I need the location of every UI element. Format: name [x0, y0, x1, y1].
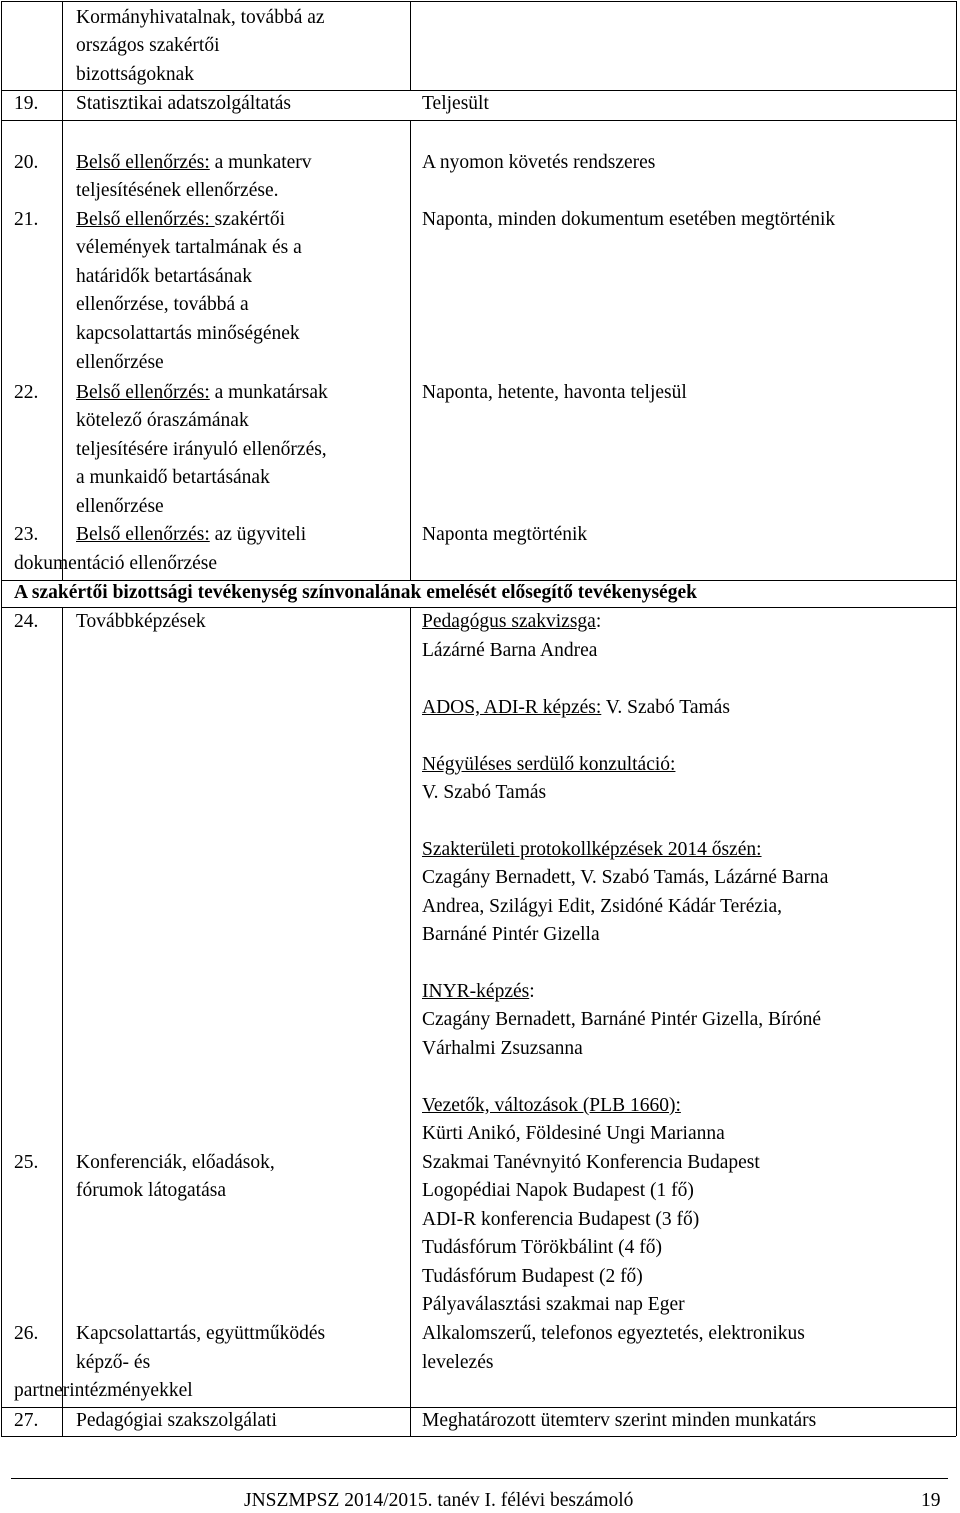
table-right-border [956, 1, 957, 1436]
row-23-activity [76, 521, 306, 550]
training-group-3-title-text: Négyüléses serdülő konzultáció: [422, 754, 676, 775]
training-group-4-line-1: Czagány Bernadett, V. Szabó Tamás, Lázárné Barna [422, 867, 829, 888]
training-group-5-line-2: Várhalmi Zsuzsanna [422, 1038, 583, 1059]
row-27-status: Meghatározott ütemterv szerint minden munkatárs [422, 1410, 817, 1431]
row-23-status: Naponta megtörténik [422, 524, 588, 545]
row-separator-20 [1, 120, 956, 121]
row-22-number: 22. [14, 382, 39, 403]
row-20-number: 20. [14, 152, 39, 173]
training-group-4-line-2: Andrea, Szilágyi Edit, Zsidóné Kádár Terézia, [422, 896, 782, 917]
row-21-activity-line-3: határidők betartásának [76, 266, 252, 287]
row-23-activity-rest: az ügyviteli [209, 524, 307, 545]
page-number: 19 [921, 1490, 941, 1511]
row-22-activity [76, 379, 328, 408]
training-group-3-line-1: V. Szabó Tamás [422, 782, 547, 803]
training-group-1-title [422, 608, 601, 637]
row-22-activity-line-4: a munkaidő betartásának [76, 467, 270, 488]
column-divider-number [62, 1, 63, 580]
row-20-activity-underlined: Belső ellenőrzés: [76, 152, 210, 173]
row-24-number: 24. [14, 611, 39, 632]
row-25-status-line-2: Logopédiai Napok Budapest (1 fő) [422, 1180, 694, 1201]
row-21-activity-line-5: kapcsolattartás minőségének [76, 323, 300, 344]
row-23-activity-underlined: Belső ellenőrzés: [76, 524, 210, 545]
row-20-activity-line-2: teljesítésének ellenőrzése. [76, 180, 279, 201]
row-22-activity-rest: a munkatársak [209, 382, 328, 403]
row-25-status-line-1: Szakmai Tanévnyitó Konferencia Budapest [422, 1152, 760, 1173]
row-26-status-line-1: Alkalomszerű, telefonos egyeztetés, elektronikus [422, 1323, 805, 1344]
training-group-5-line-1: Czagány Bernadett, Barnáné Pintér Gizella, Bíróné [422, 1009, 822, 1030]
training-group-4-title [422, 836, 762, 865]
row-21-number: 21. [14, 209, 39, 230]
training-group-6-line-1: Kürti Anikó, Földesiné Ungi Marianna [422, 1123, 725, 1144]
row-25-status-line-5: Tudásfórum Budapest (2 fő) [422, 1266, 643, 1287]
row-25-status-line-4: Tudásfórum Törökbálint (4 fő) [422, 1237, 662, 1258]
row-23-number: 23. [14, 524, 39, 545]
row-20-status: A nyomon követés rendszeres [422, 152, 656, 173]
training-group-2-title [422, 694, 730, 723]
training-group-1-colon: : [595, 611, 602, 632]
training-group-1-title-text: Pedagógus szakvizsga [422, 611, 596, 632]
column-divider-status [410, 1, 411, 90]
column-divider-status-mid [410, 120, 411, 580]
training-group-6-title-text: Vezetők, változások (PLB 1660): [422, 1095, 681, 1116]
training-group-5-title [422, 978, 535, 1007]
row-25-activity-line-2: fórumok látogatása [76, 1180, 226, 1201]
row-22-activity-underlined: Belső ellenőrzés: [76, 382, 210, 403]
table-bottom-border [1, 1436, 956, 1437]
training-group-2-title-text: ADOS, ADI-R képzés: [422, 697, 602, 718]
row-25-number: 25. [14, 1152, 39, 1173]
footer-rule [11, 1478, 948, 1479]
training-group-6-title [422, 1092, 681, 1121]
table-left-border [1, 1, 2, 1436]
training-group-4-line-3: Barnáné Pintér Gizella [422, 924, 600, 945]
training-group-4-title-text: Szakterületi protokollképzések 2014 őszén: [422, 839, 762, 860]
table-top-border [1, 1, 956, 2]
column-divider-status-lower [410, 607, 411, 1436]
row-19-status: Teljesült [422, 93, 489, 114]
row-27-number: 27. [14, 1410, 39, 1431]
row-24-activity: Továbbképzések [76, 611, 206, 632]
row-18-activity-line-2: országos szakértői [76, 35, 220, 56]
row-27-activity: Pedagógiai szakszolgálati [76, 1410, 277, 1431]
row-25-activity-line-1: Konferenciák, előadások, [76, 1152, 275, 1173]
row-21-activity-underlined: Belső ellenőrzés: [76, 209, 215, 230]
row-19-number: 19. [14, 93, 39, 114]
row-21-activity [76, 206, 285, 235]
row-21-status: Naponta, minden dokumentum esetében megtörténik [422, 209, 836, 230]
row-26-activity-line-2: képző- és [76, 1352, 151, 1373]
row-21-activity-line-2: vélemények tartalmának és a [76, 237, 302, 258]
row-20-activity-rest: a munkaterv [209, 152, 312, 173]
row-20-activity [76, 149, 312, 178]
row-25-status-line-6: Pályaválasztási szakmai nap Eger [422, 1294, 685, 1315]
row-26-number: 26. [14, 1323, 39, 1344]
section-header: A szakértői bizottsági tevékenység színvonalának emelését elősegítő tevékenységek [14, 582, 697, 603]
footer-title: JNSZMPSZ 2014/2015. tanév I. félévi beszámoló [244, 1490, 634, 1511]
row-23-activity-line-2: dokumentáció ellenőrzése [14, 553, 218, 574]
training-group-3-title [422, 751, 675, 780]
row-18-activity-line-3: bizottságoknak [76, 64, 195, 85]
row-21-activity-line-6: ellenőrzése [76, 352, 164, 373]
row-22-activity-line-3: teljesítésére irányuló ellenőrzés, [76, 439, 327, 460]
row-22-activity-line-5: ellenőrzése [76, 496, 164, 517]
row-26-activity-line-1: Kapcsolattartás, együttműködés [76, 1323, 326, 1344]
row-26-status-line-2: levelezés [422, 1352, 494, 1373]
row-22-status: Naponta, hetente, havonta teljesül [422, 382, 687, 403]
training-group-5-colon: : [529, 981, 535, 1002]
row-22-activity-line-2: kötelező óraszámának [76, 410, 249, 431]
training-group-2-inline: V. Szabó Tamás [601, 697, 730, 718]
training-group-5-title-text: INYR-képzés [422, 981, 530, 1002]
row-18-activity-line-1: Kormányhivatalnak, továbbá az [76, 7, 325, 28]
row-19-activity: Statisztikai adatszolgáltatás [76, 93, 291, 114]
row-26-activity-line-3: partnerintézményekkel [14, 1380, 193, 1401]
row-21-activity-line-4: ellenőrzése, továbbá a [76, 294, 249, 315]
training-group-1-line-1: Lázárné Barna Andrea [422, 640, 598, 661]
row-25-status-line-3: ADI-R konferencia Budapest (3 fő) [422, 1209, 700, 1230]
column-divider-number-lower [62, 607, 63, 1436]
row-21-activity-rest: szakértői [214, 209, 286, 230]
